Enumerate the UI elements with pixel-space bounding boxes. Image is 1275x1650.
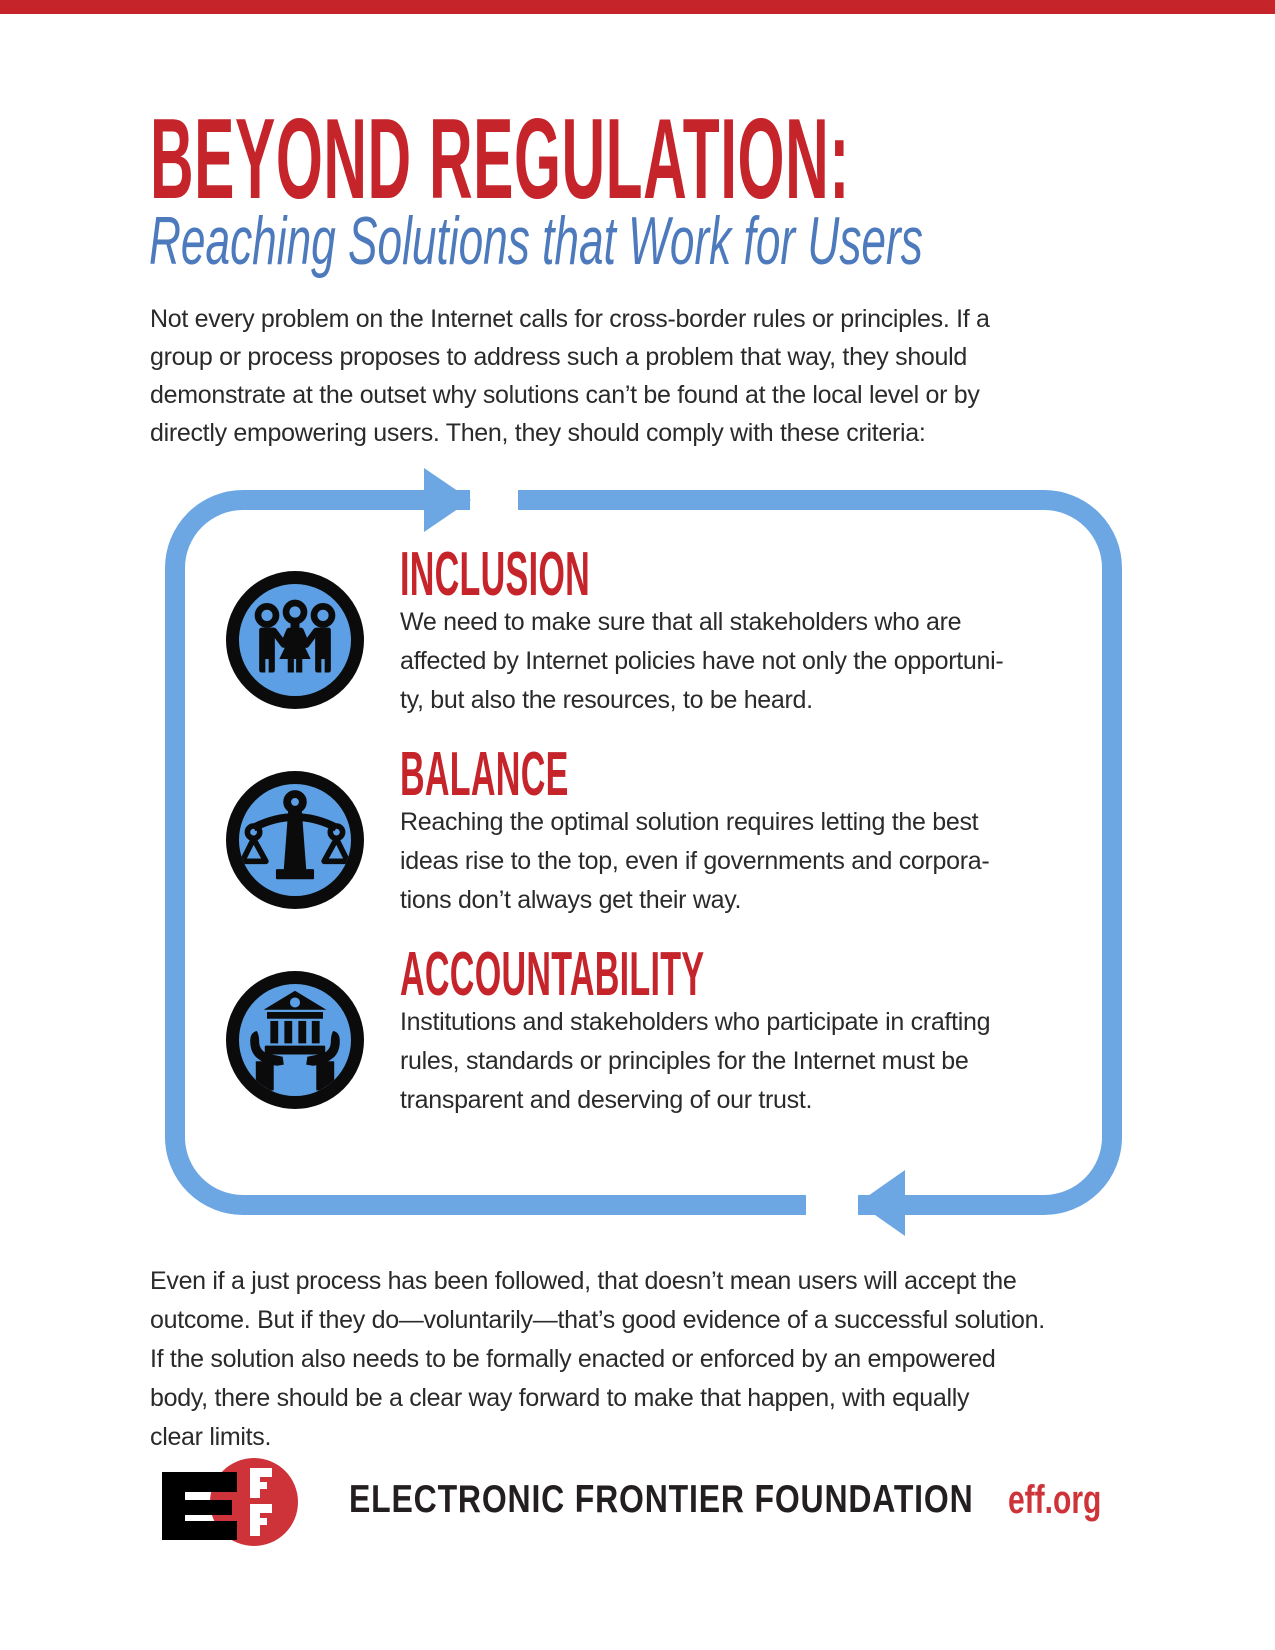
eff-logo-letter-e xyxy=(162,1472,237,1492)
section-body-accountability xyxy=(400,1003,990,1120)
people-holding-hands-icon xyxy=(226,571,364,709)
eff-logo-letter-f xyxy=(250,1468,272,1477)
text-line: We need to make sure that all stakeholders who are xyxy=(400,608,962,636)
text-line: Not every problem on the Internet calls for cross-border rules or principles. If a xyxy=(150,305,990,333)
text-line: Institutions and stakeholders who participate in crafting xyxy=(400,1008,991,1036)
page-title: BEYOND REGULATION: xyxy=(150,96,850,223)
text-line: ty, but also the resources, to be heard. xyxy=(400,686,813,714)
intro-paragraph xyxy=(150,300,990,452)
scales-of-justice-icon xyxy=(226,771,364,909)
hands-holding-institution-icon xyxy=(226,971,364,1109)
arrow-left-icon xyxy=(858,1170,905,1236)
eff-logo-letter-f xyxy=(250,1504,272,1513)
section-heading-accountability: ACCOUNTABILITY xyxy=(400,940,705,1009)
text-line: ideas rise to the top, even if governments and corpora- xyxy=(400,847,990,875)
section-heading-balance: BALANCE xyxy=(400,740,569,809)
text-line: body, there should be a clear way forward to make that happen, with equally xyxy=(150,1384,970,1412)
eff-logo-letter-f xyxy=(250,1518,267,1525)
flow-gap-top xyxy=(470,484,518,518)
text-line: demonstrate at the outset why solutions can’t be found at the local level or by xyxy=(150,381,980,409)
text-line: If the solution also needs to be formally enacted or enforced by an empowered xyxy=(150,1345,996,1373)
text-line: group or process proposes to address such a problem that way, they should xyxy=(150,343,967,371)
text-line: directly empowering users. Then, they should comply with these criteria: xyxy=(150,419,926,447)
arrow-right-icon xyxy=(424,468,471,532)
footer-website: eff.org xyxy=(1008,1478,1102,1522)
text-line: clear limits. xyxy=(150,1423,272,1451)
section-heading-inclusion: INCLUSION xyxy=(400,540,591,609)
text-line: outcome. But if they do—voluntarily—that’s good evidence of a successful solution. xyxy=(150,1306,1045,1334)
top-red-bar xyxy=(0,0,1275,14)
text-line: tions don’t always get their way. xyxy=(400,886,742,914)
text-line: transparent and deserving of our trust. xyxy=(400,1086,813,1114)
page-subtitle: Reaching Solutions that Work for Users xyxy=(149,203,923,279)
eff-logo-letter-e xyxy=(162,1500,232,1515)
eff-logo-letter-f xyxy=(250,1482,267,1489)
flow-gap-bottom xyxy=(806,1185,858,1221)
footer-org-name: ELECTRONIC FRONTIER FOUNDATION xyxy=(349,1478,974,1521)
text-line: Even if a just process has been followed, that doesn’t mean users will accept the xyxy=(150,1267,1017,1295)
text-line: affected by Internet policies have not only the opportuni- xyxy=(400,647,1004,675)
text-line: rules, standards or principles for the Internet must be xyxy=(400,1047,969,1075)
closing-paragraph xyxy=(150,1262,1045,1457)
eff-logo-letter-e xyxy=(162,1521,237,1540)
text-line: Reaching the optimal solution requires letting the best xyxy=(400,808,979,836)
section-body-inclusion xyxy=(400,603,1003,720)
section-body-balance xyxy=(400,803,989,920)
